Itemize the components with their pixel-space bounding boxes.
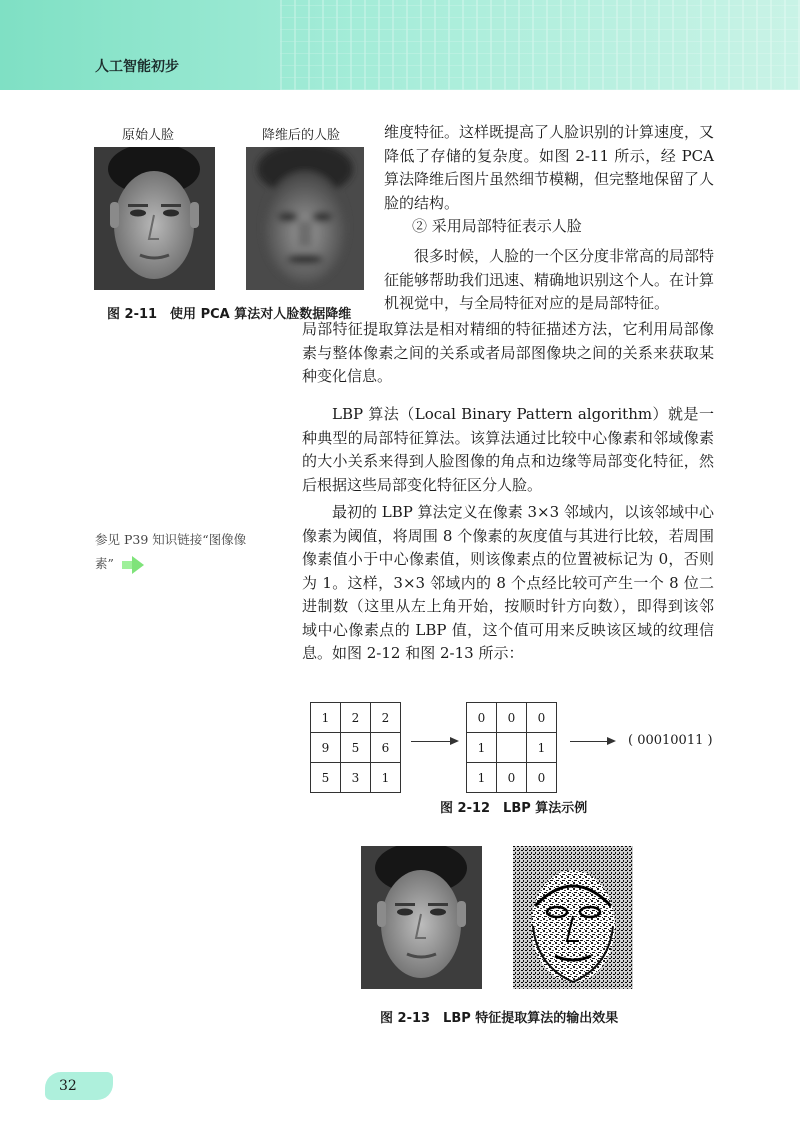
figure-2-13-caption: 图 2-13 LBP 特征提取算法的输出效果 bbox=[380, 1011, 619, 1026]
page-header bbox=[0, 0, 800, 90]
label-reduced-face: 降维后的人脸 bbox=[262, 128, 341, 143]
output-cell: 1 bbox=[467, 733, 497, 763]
input-cell: 9 bbox=[311, 733, 341, 763]
lbp-output-grid bbox=[466, 702, 557, 793]
arrow-right-icon bbox=[570, 741, 614, 742]
figure-2-12-caption: 图 2-12 LBP 算法示例 bbox=[440, 801, 588, 816]
original-face-photo bbox=[94, 147, 215, 290]
paragraph-lbp-definition: 最初的 LBP 算法定义在像素 3×3 邻域内，以该邻域中心像素为阈值，将周围 8 个像素的灰度值与其进行比较，若周围像素值小于中心像素值，则该像素点的位置被标记为 0，否则为 1。这样，3×3 邻域内的 8 个点经比较可产生一个 8 位二进制数（这里从左上角开始，按顺时针方向数），即得到该邻域中心像素点的 LBP 值，这个值可用来反映该区域的纹理信息。如图 2-12 和图 2-13 所示： bbox=[302, 503, 714, 662]
reduced-face-photo bbox=[246, 147, 364, 290]
sidenote-knowledge-link bbox=[95, 528, 265, 576]
output-cell: 1 bbox=[527, 733, 557, 763]
input-cell: 1 bbox=[311, 703, 341, 733]
green-arrow-icon bbox=[132, 556, 144, 574]
paragraph-local-features-intro: 很多时候，人脸的一个区分度非常高的局部特征能够帮助我们迅速、精确地识别这个人。在计算机视觉中，与全局特征对应的是局部特征。 bbox=[384, 247, 715, 312]
arrow-right-icon bbox=[411, 741, 457, 742]
sidenote-text: 参见 P39 知识链接“图像像素” bbox=[95, 532, 247, 571]
chapter-title: 人工智能初步 bbox=[95, 59, 179, 75]
output-cell: 0 bbox=[467, 703, 497, 733]
lbp-input-face-photo bbox=[361, 846, 482, 989]
input-cell: 1 bbox=[371, 763, 401, 793]
paragraph-lbp-algorithm: LBP 算法（Local Binary Pattern algorithm）就是一种典型的局部特征算法。该算法通过比较中心像素和邻域像素的大小关系来得到人脸图像的角点和边缘等局部变化特征，然后根据这些局部变化特征区分人脸。 bbox=[302, 405, 714, 494]
header-pattern bbox=[280, 0, 800, 90]
output-cell: 1 bbox=[467, 763, 497, 793]
paragraph-dimension-features: 维度特征。这样既提高了人脸识别的计算速度，又降低了存储的复杂度。如图 2-11 所示，经 PCA 算法降维后图片虽然细节模糊，但完整地保留了人脸的结构。 bbox=[384, 123, 715, 212]
input-cell: 2 bbox=[371, 703, 401, 733]
output-cell: 0 bbox=[497, 763, 527, 793]
lbp-binary-result: ( 00010011 ) bbox=[628, 733, 713, 748]
input-cell: 5 bbox=[341, 733, 371, 763]
output-cell: 0 bbox=[497, 703, 527, 733]
green-arrow-stem bbox=[122, 561, 132, 569]
lbp-input-grid bbox=[310, 702, 401, 793]
output-cell: 0 bbox=[527, 703, 557, 733]
input-cell: 5 bbox=[311, 763, 341, 793]
input-cell: 2 bbox=[341, 703, 371, 733]
input-cell: 6 bbox=[371, 733, 401, 763]
paragraph-local-feature-extraction: 局部特征提取算法是相对精细的特征描述方法，它利用局部像素与整体像素之间的关系或者局部图像块之间的关系来获取某种变化信息。 bbox=[302, 320, 714, 385]
figure-2-11-caption: 图 2-11 使用 PCA 算法对人脸数据降维 bbox=[107, 307, 352, 322]
label-original-face: 原始人脸 bbox=[122, 128, 175, 143]
input-cell: 3 bbox=[341, 763, 371, 793]
output-cell bbox=[497, 733, 527, 763]
page-number: 32 bbox=[45, 1072, 113, 1100]
lbp-output-texture-photo bbox=[513, 846, 633, 989]
section-heading-local-features: ② 采用局部特征表示人脸 bbox=[412, 217, 582, 235]
output-cell: 0 bbox=[527, 763, 557, 793]
